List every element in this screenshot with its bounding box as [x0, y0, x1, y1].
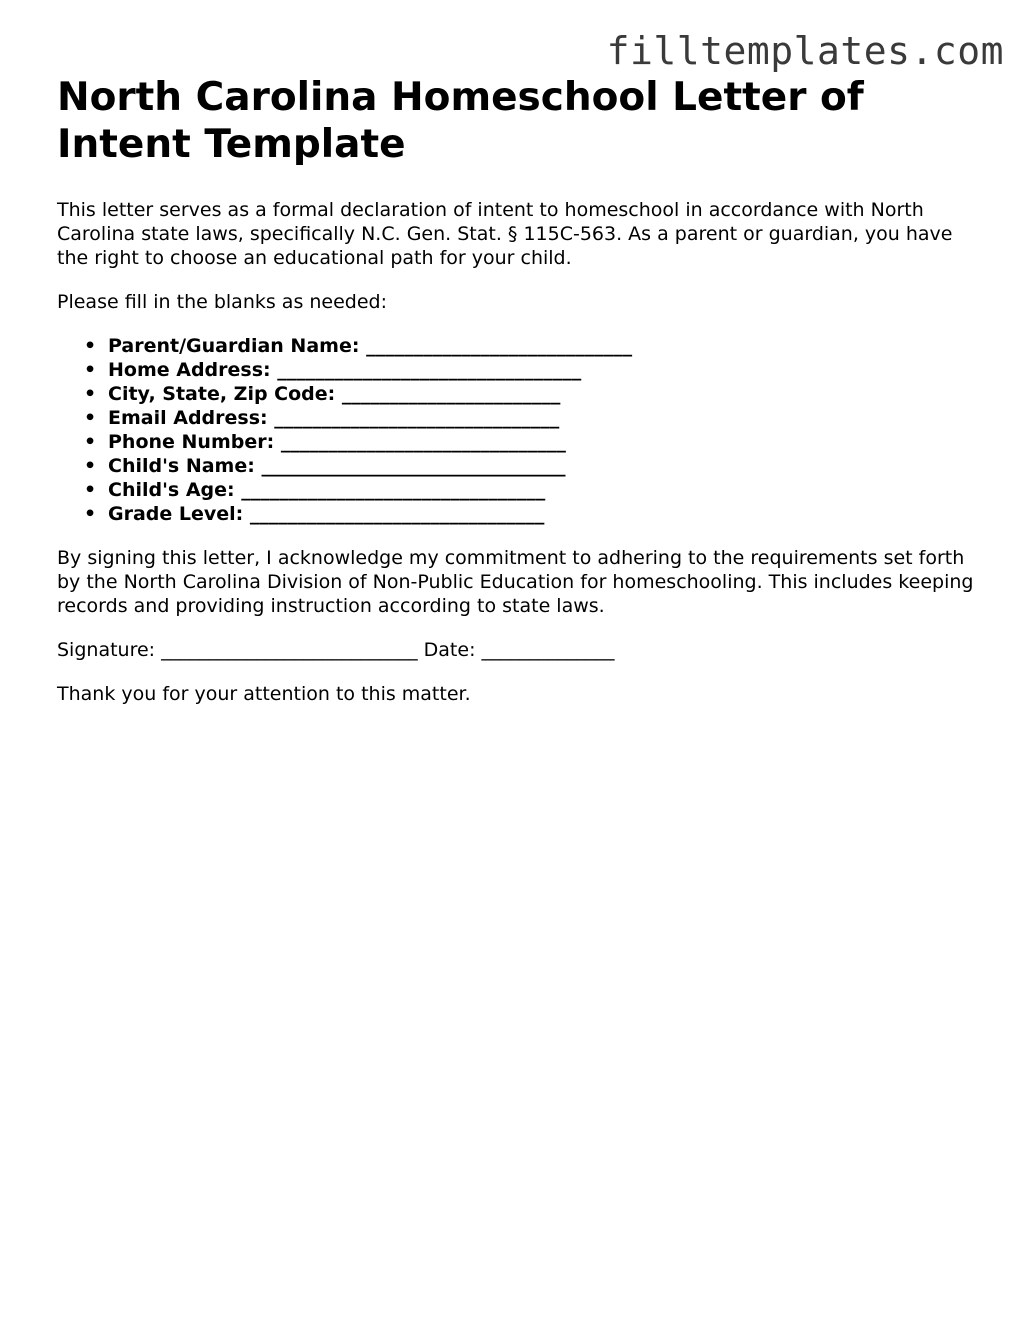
acknowledgement-paragraph: By signing this letter, I acknowledge my commitment to adhering to the requirements set forth by the North Carolina Division of Non-Public Education for homeschooling. This includes keeping records and providing instruction according to state laws.	[57, 547, 974, 617]
intro-paragraph: This letter serves as a formal declaration of intent to homeschool in accordance with North Carolina state laws, specifically N.C. Gen. Stat. § 115C-563. As a parent or guardian, you have the right to choose an educational path for your child.	[57, 199, 953, 269]
field-parent-guardian-name	[108, 334, 987, 358]
field-blank: ________________________________	[241, 479, 546, 501]
signature-label: Signature:	[57, 639, 156, 661]
field-label: Child's Name:	[108, 455, 255, 477]
field-grade-level	[108, 502, 987, 526]
field-label: Child's Age:	[108, 479, 235, 501]
field-label: Grade Level:	[108, 503, 244, 525]
field-childs-name	[108, 454, 987, 478]
field-blank: _______________________	[341, 383, 561, 405]
field-label: Phone Number:	[108, 431, 275, 453]
field-list	[57, 334, 987, 526]
closing-text: Thank you for your attention to this matter.	[57, 683, 471, 705]
instruction-text: Please fill in the blanks as needed:	[57, 291, 388, 313]
field-city-state-zip	[108, 382, 987, 406]
page-title: North Carolina Homeschool Letter of Intent Template	[57, 75, 864, 167]
field-blank: ____________________________	[366, 335, 633, 357]
field-label: Email Address:	[108, 407, 268, 429]
field-label: Home Address:	[108, 359, 271, 381]
field-phone-number	[108, 430, 987, 454]
signature-blank: ___________________________	[161, 639, 418, 661]
letter-body	[57, 198, 987, 726]
signature-line	[57, 638, 987, 662]
watermark: filltemplates.com	[606, 29, 1004, 73]
field-home-address	[108, 358, 987, 382]
field-childs-age	[108, 478, 987, 502]
date-blank: ______________	[481, 639, 615, 661]
field-label: Parent/Guardian Name:	[108, 335, 360, 357]
field-blank: _______________________________	[249, 503, 545, 525]
field-blank: ______________________________	[274, 407, 560, 429]
field-blank: ______________________________	[280, 431, 566, 453]
field-email-address	[108, 406, 987, 430]
date-label: Date:	[423, 639, 476, 661]
field-label: City, State, Zip Code:	[108, 383, 336, 405]
field-blank: ________________________________	[277, 359, 582, 381]
field-blank: ________________________________	[261, 455, 566, 477]
